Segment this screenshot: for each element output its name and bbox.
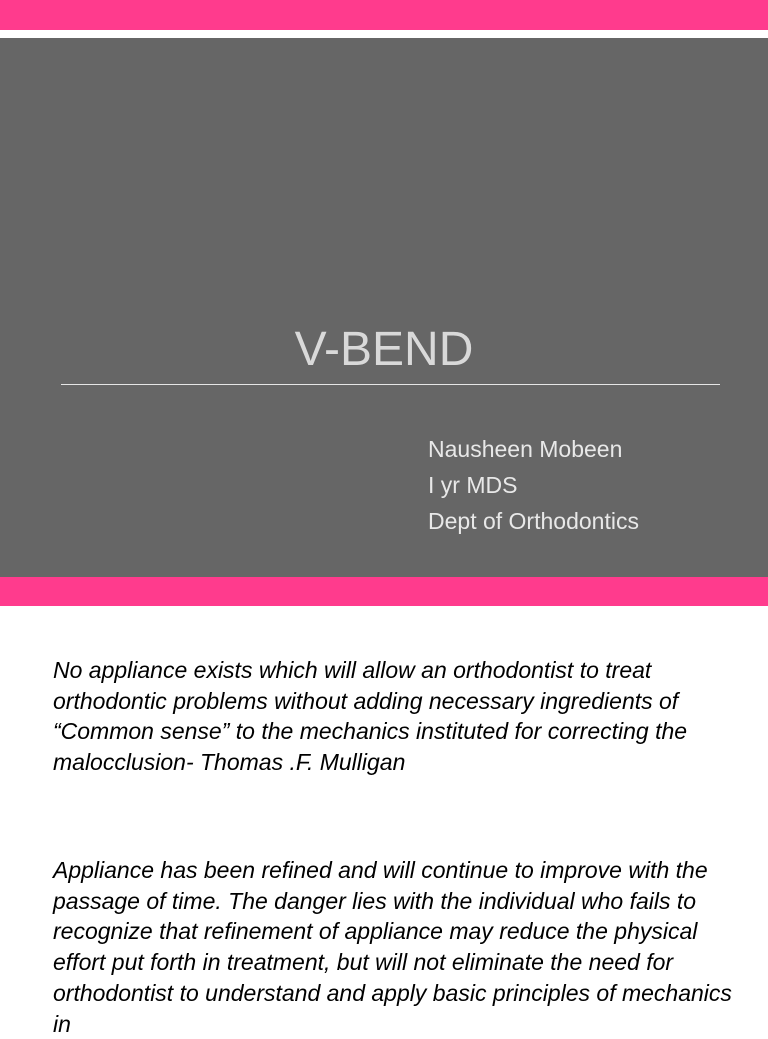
- bottom-accent-bar: [0, 577, 768, 606]
- slide-title: V-BEND: [294, 323, 474, 376]
- top-accent-bar: [0, 0, 768, 30]
- body-paragraph: Appliance has been refined and will continue to improve with the passage of time. The danger lies with the individual who fails to recognize that refinement of appliance may reduce the physical effort put forth in treatment, but will not eliminate the need for orthodontist to understand and apply basic principles of mechanics in: [53, 857, 732, 1037]
- author-name: Nausheen Mobeen: [428, 436, 623, 462]
- slide-subtitle: [428, 431, 639, 539]
- title-divider: [61, 384, 720, 385]
- author-department: Dept of Orthodontics: [428, 508, 639, 534]
- title-slide: [0, 38, 768, 577]
- author-degree: I yr MDS: [428, 472, 518, 498]
- quote-paragraph: No appliance exists which will allow an orthodontist to treat orthodontic problems without adding necessary ingredients of “Common sense” to the mechanics instituted for correcting the malocclusion- Thomas .F. Mulligan: [53, 657, 688, 776]
